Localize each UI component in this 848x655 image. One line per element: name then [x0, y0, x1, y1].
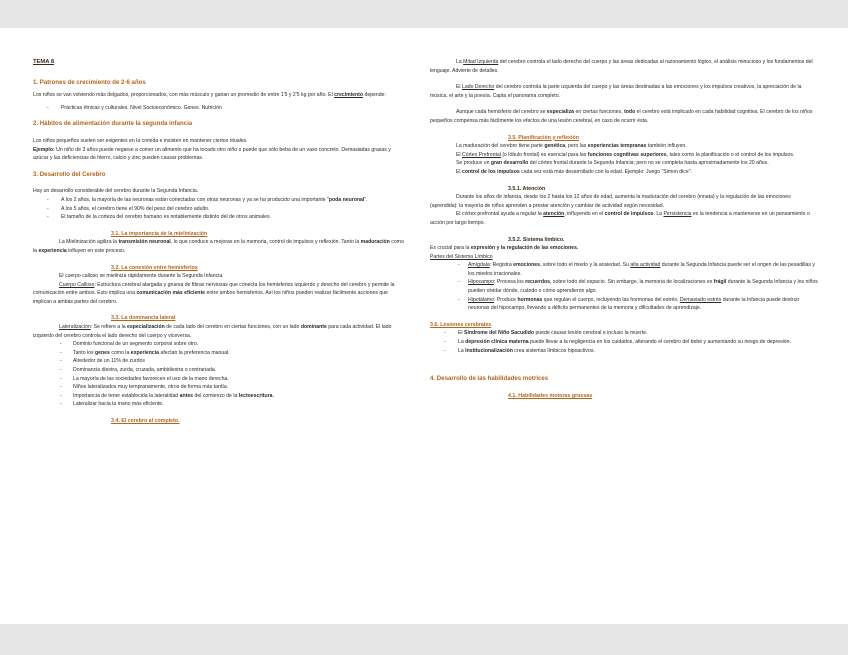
- section-4-1-heading: 4.1. Habilidades motoras gruesas: [508, 392, 593, 399]
- list-item: - Lateralizar hacia la mano más eficiente.: [33, 400, 405, 409]
- section-3-5-paragraph-3: Se produce un gran desarrollo del córtex frontal durante la Segunda Infancia; pero no se completa hasta aproximadamente los 20 años.: [456, 160, 769, 167]
- list-item: - A los 2 años, la mayoría de las neuronas están conectadas con otras neuronas y ya se ha producido una importante "poda neuronal".: [33, 196, 405, 205]
- list-item: - El Síndrome del Niño Sacudido puede causar lesión cerebral e incluso la muerte.: [430, 329, 818, 338]
- section-3-1-heading: 3.1. La importancia de la mielinización: [111, 230, 208, 237]
- hemisphere-paragraph: Aunque cada hemisferio del cerebro se especializa en ciertas funciones, todo el cerebro está implicado en cada habilidad cognitiva. El cerebro de los niños pequeños compensa más fácilmente los efectos de una lesión cerebral, en caso de ocurrir ésta.: [430, 109, 813, 124]
- list-item: - Hipotálamo: Produce hormonas que regulan el cuerpo, incluyendo las hormonas del estrés. Demasiado estrés durante la Infancia puede destruir neuronas del hipocampo, llevando a déficits permanentes de la memoria y dificultades de aprendizaje.: [430, 296, 818, 313]
- left-column: [33, 58, 405, 426]
- section-3-5-2-paragraph: Es crucial para la expresión y la regulación de las emociones.: [430, 245, 579, 252]
- list-item: - El tamaño de la corteza del cerebro humano es notablemente distinto del de otros animales.: [33, 213, 405, 222]
- section-1-paragraph: Los niños se van volviendo más delgados, proporcionados, con más músculo y ganan un promedio de entre 1'5 y 2'5 kg por año. El crecimiento depende:: [33, 92, 386, 99]
- list-item: - Amígdala: Registra emociones, sobre todo el miedo y la ansiedad. Su alta actividad durante la Segunda Infancia puede ser el origen de las pesadillas y los miedos irracionales.: [430, 261, 818, 278]
- list-item: - Hipocampo: Procesa los recuerdos, sobre todo del espacio. Sin embargo, la memoria de localizaciones es frágil durante la Segunda Infancia y los niños pueden olvidar dónde, cuándo o cómo aprendieron algo.: [430, 278, 818, 295]
- section-3-5-paragraph-2: El Córtex Prefrontal (o lóbulo frontal) es esencial para las funciones cognitivas superiores, tales como la planificación o el control de los impulsos.: [456, 151, 795, 158]
- section-2-example: Ejemplo: Un niño de 3 años puede negarse a comer un alimento que ha tocado otro niño o puede que sólo beba de un vaso concreto. Demasiadas grasas y azúcar y las deficiencias de hierro, calcio y zinc pueden causar problemas.: [33, 146, 391, 162]
- list-item: - Niños lateralizados muy tempranamente, otros de forma más tardía.: [33, 383, 405, 392]
- list-item: - Dominancia diestra, zurda, cruzada, ambidiestra o contrariada.: [33, 366, 405, 375]
- section-3-4-heading: 3.4. El cerebro al completo.: [111, 418, 180, 424]
- section-3-6-list: [430, 329, 818, 355]
- list-item: - Tanto los genes como la experiencia afectan la preferencia manual.: [33, 349, 405, 358]
- section-3-2-heading: 3.2. La conexión entre hemisferios: [111, 264, 198, 271]
- section-3-5-1-heading: 3.5.1. Atención: [508, 185, 546, 192]
- list-item: - Prácticas étnicas y culturales. Nivel Socioeconómico. Genes. Nutrición: [33, 104, 405, 113]
- left-half-paragraph: La Mitad Izquierda del cerebro controla el lado derecho del cuerpo y las áreas dedicadas al razonamiento lógico, el análisis minucioso y los fundamentos del lenguaje. Advierte de detalles.: [430, 59, 813, 74]
- list-item: - La mayoría de las sociedades favorecen el uso de la mano derecha.: [33, 375, 405, 384]
- section-2-paragraph: Los niños pequeños suelen ser exigentes en la comida e insisten en mantener ciertos rituales.: [33, 137, 248, 144]
- section-4-heading: 4. Desarrollo de las habilidades motrices: [430, 375, 549, 383]
- section-3-5-heading: 3.5. Planificación y reflexión: [508, 134, 579, 141]
- section-3-5-paragraph-4: El control de los impulsos cada vez está más desarrollado con la edad. Ejemplo: Juego "Simon dice".: [456, 168, 692, 175]
- section-3-3-list: [33, 340, 405, 409]
- list-item: - Dominio funcional de un segmento corporal sobre otro.: [33, 340, 405, 349]
- right-column: [430, 58, 818, 400]
- section-3-5-2-heading: 3.5.2. Sistema límbico.: [508, 236, 565, 243]
- limbic-parts-label: Partes del Sistema Límbico: [430, 253, 493, 260]
- list-item: - Alrededor de un 11% de zurdos: [33, 357, 405, 366]
- section-3-2-paragraph-1: El cuerpo calloso se mieliniza rápidamente durante la Segunda Infancia.: [59, 273, 224, 280]
- section-3-3-heading: 3.3. La dominancia lateral: [111, 315, 176, 322]
- list-item: - La depresión clínica materna puede llevar a la negligencia en los cuidados, alterando el cerebro del bebé y aumentando su riesgo de depresión.: [430, 338, 818, 347]
- section-2-heading: 2. Hábitos de alimentación durante la segunda infancia: [33, 120, 193, 128]
- section-3-1-paragraph: La Mielinización agiliza la transmisión neuronal, lo que conduce a mejoras en la memoria, control de impulsos y reflexión. Tanto la maduración como la experiencia influyen en este proceso.: [33, 239, 404, 254]
- section-3-5-1-paragraph-2: El córtex prefrontal ayuda a regular la atención, influyendo en el control de impulsos. La Persistencia es la tendencia a mantenerse en un pensamiento o acción por largo tiempo.: [430, 211, 810, 226]
- section-3-6-heading: 3.6. Lesiones cerebrales: [430, 321, 492, 328]
- section-1-heading: 1. Patrones de crecimiento de 2-6 años: [33, 78, 146, 86]
- section-1-list: [33, 104, 405, 113]
- section-3-3-paragraph: Lateralización: Se refiere a la especialización de cada lado del cerebro en ciertas funciones, con un lado dominante para cada actividad. El lado izquierdo del cerebro controla el lado derecho del cuerpo y viceversa.: [33, 324, 392, 339]
- section-3-5-paragraph-1: La maduración del cerebro tiene parte genética, pero las experiencias tempranas también influyen.: [456, 143, 687, 150]
- section-3-2-paragraph-2: Cuerpo Calloso: Estructura cerebral alargada y gruesa de fibras nerviosas que conecta los hemisferios izquierdo y derecho del cerebro y permite la comunicación entre ambos. Esto implica una comunicación más eficiente entre ambos hemisferios. Así los niños pueden realizar fácilmente acciones que implican a ambas partes del cerebro.: [33, 281, 395, 305]
- list-item: - Importancia de tener establecida la lateralidad antes del comienzo de la lectoescritura.: [33, 392, 405, 401]
- right-side-paragraph: El Lado Derecho del cerebro controla la parte izquierda del cuerpo y las áreas destinadas a las emociones y los impulsos creativos, la apreciación de la música, el arte y la poesía. Capta el panorama completo.: [430, 84, 802, 99]
- section-3-heading: 3. Desarrollo del Cerebro: [33, 170, 106, 178]
- limbic-parts-list: [430, 261, 818, 313]
- document-title: TEMA 8: [33, 59, 55, 65]
- section-3-list: [33, 196, 405, 222]
- section-3-5-1-paragraph-1: Durante los años de infancia, desde los 2 hasta los 12 años de edad, aumenta la maduración del cerebro (innata) y la regulación de las emociones (aprendida): la mayoría de niños aprenden a prestar atención y cambiar de actividad según necesidad.: [430, 194, 791, 209]
- document-page: [0, 28, 848, 624]
- section-3-intro: Hay un desarrollo considerable del cerebro durante la Segunda Infancia.: [33, 188, 199, 195]
- list-item: - A los 5 años, el cerebro tiene el 90% del peso del cerebro adulto.: [33, 205, 405, 214]
- list-item: - La Institucionalización crea sistemas límbicos hipoactivos.: [430, 347, 818, 356]
